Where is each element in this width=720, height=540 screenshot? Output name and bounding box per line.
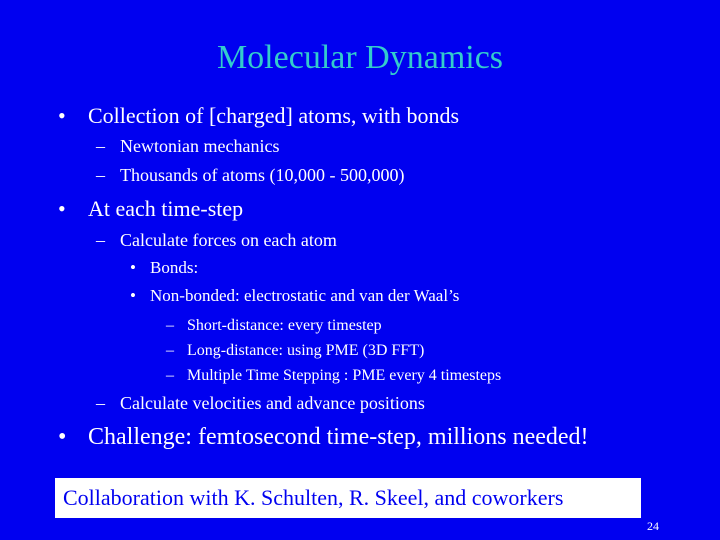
bullet-marker: • [58, 424, 67, 450]
bullet-text: Multiple Time Stepping : PME every 4 timesteps [187, 367, 502, 384]
bullet-text: Long-distance: using PME (3D FFT) [187, 342, 425, 359]
bullet-marker: • [130, 258, 136, 277]
bullet-text: Non-bonded: electrostatic and van der Waal’s [150, 286, 460, 305]
dash-marker: – [96, 230, 105, 250]
dash-marker: – [166, 367, 174, 384]
page-number: 24 [647, 519, 659, 533]
bullet-marker: • [130, 286, 136, 305]
bullet-text: Bonds: [150, 258, 199, 277]
bullet-marker: • [58, 196, 66, 221]
bullet-text: At each time-step [88, 196, 244, 221]
dash-marker: – [166, 317, 174, 334]
bullet-text: Short-distance: every timestep [187, 317, 382, 334]
bullet-text: Collection of [charged] atoms, with bonds [88, 103, 460, 128]
dash-marker: – [96, 165, 105, 185]
bullet-text: Challenge: femtosecond time-step, millions needed! [88, 424, 589, 450]
collaboration-box: Collaboration with K. Schulten, R. Skeel, and coworkers [55, 478, 641, 518]
bullet-text: Newtonian mechanics [120, 136, 280, 156]
bullet-marker: • [58, 103, 66, 128]
dash-marker: – [166, 342, 174, 359]
dash-marker: – [96, 136, 105, 156]
slide-title: Molecular Dynamics [216, 39, 504, 76]
dash-marker: – [96, 393, 105, 413]
bullet-text: Thousands of atoms (10,000 - 500,000) [120, 165, 405, 185]
bullet-text: Calculate velocities and advance positions [120, 393, 425, 413]
bullet-text: Calculate forces on each atom [120, 230, 337, 250]
